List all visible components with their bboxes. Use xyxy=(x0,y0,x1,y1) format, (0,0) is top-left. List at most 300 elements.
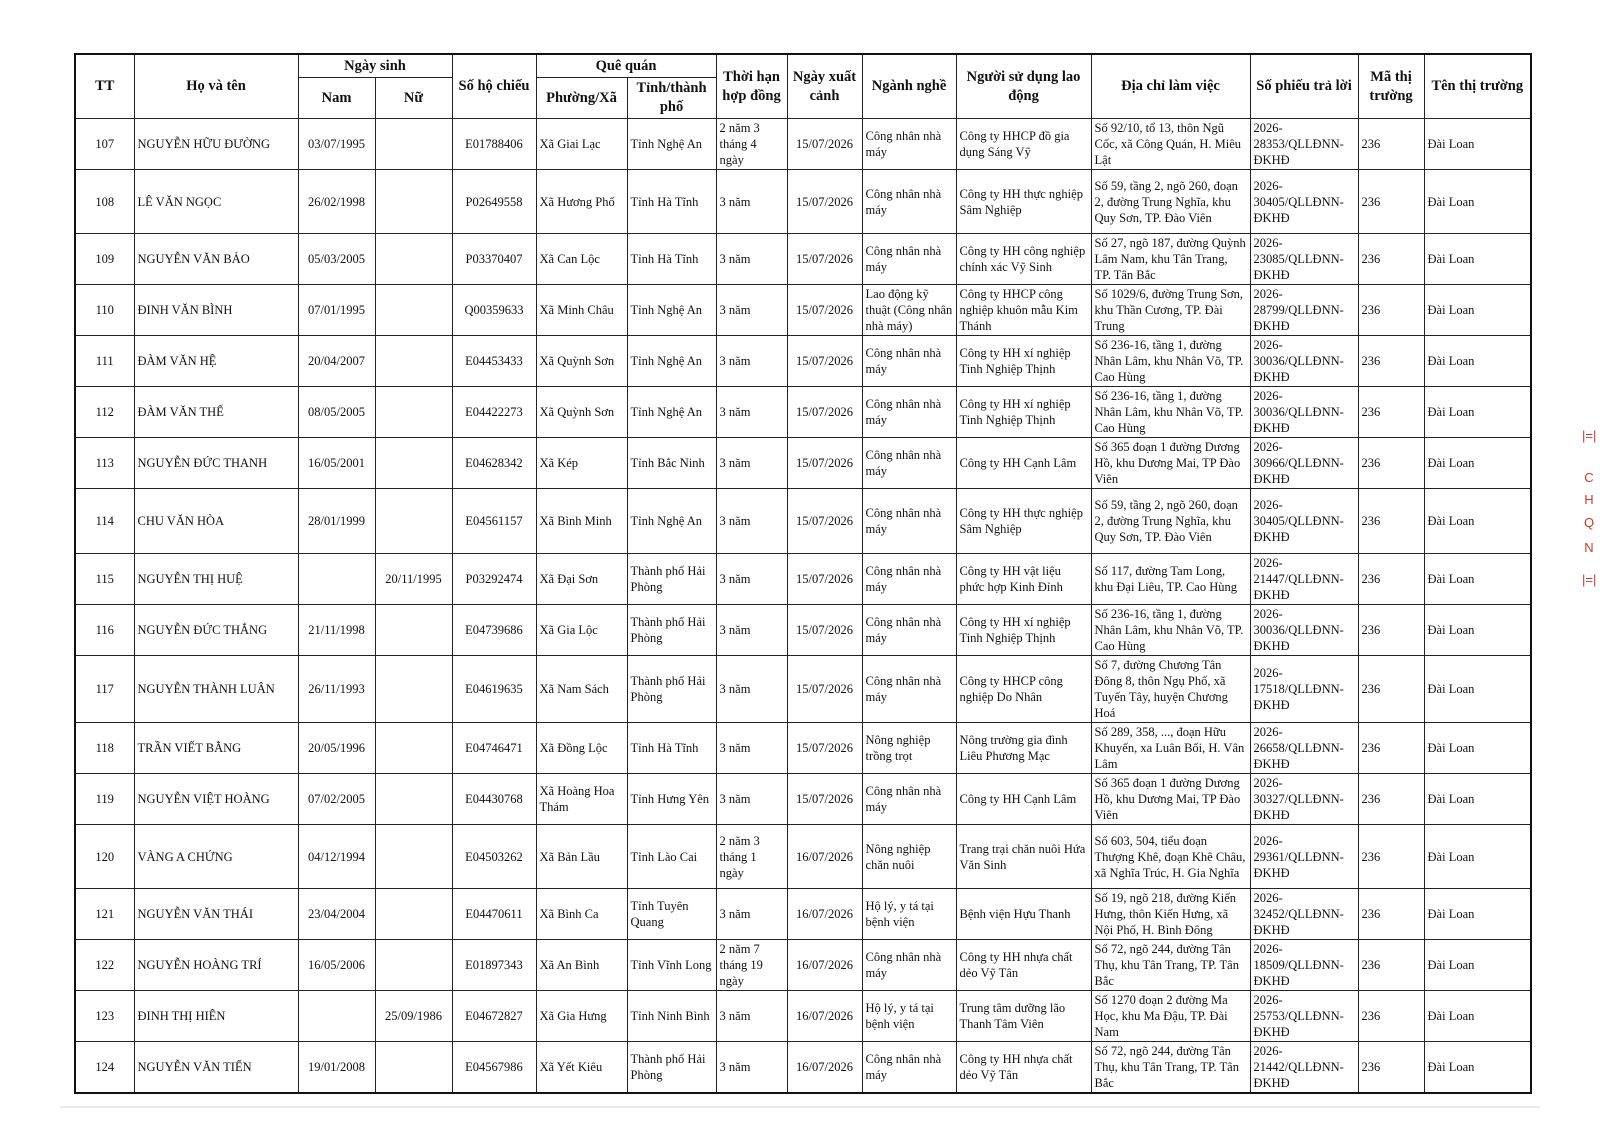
cell-ticket: 2026-30327/QLLĐNN-ĐKHĐ xyxy=(1250,774,1358,825)
table-row xyxy=(75,825,1531,889)
header-tt: TT xyxy=(75,54,134,119)
cell-address: Số 27, ngõ 187, đường Quỳnh Lâm Nam, khu Tân Trang, TP. Tân Bắc xyxy=(1091,234,1250,285)
table-header xyxy=(75,54,1531,119)
cell-market-code: 236 xyxy=(1358,438,1424,489)
cell-employer: Nông trường gia đình Liêu Phương Mạc xyxy=(956,723,1091,774)
cell-province: Tỉnh Nghệ An xyxy=(627,336,716,387)
cell-passport: E04561157 xyxy=(452,489,536,554)
cell-job: Công nhân nhà máy xyxy=(862,336,956,387)
cell-ticket: 2026-30036/QLLĐNN-ĐKHĐ xyxy=(1250,336,1358,387)
cell-passport: E04567986 xyxy=(452,1042,536,1094)
table-row xyxy=(75,489,1531,554)
cell-passport: E04619635 xyxy=(452,656,536,723)
cell-job: Công nhân nhà máy xyxy=(862,1042,956,1094)
cell-passport: E04430768 xyxy=(452,774,536,825)
cell-ticket: 2026-30036/QLLĐNN-ĐKHĐ xyxy=(1250,605,1358,656)
cell-passport: E04672827 xyxy=(452,991,536,1042)
cell-province: Thành phố Hải Phòng xyxy=(627,1042,716,1094)
cell-name: CHU VĂN HÒA xyxy=(134,489,298,554)
cell-term: 3 năm xyxy=(716,285,787,336)
side-mark: H xyxy=(1584,492,1594,507)
side-mark: |=| xyxy=(1582,428,1597,443)
cell-ward: Xã Minh Châu xyxy=(536,285,627,336)
cell-market-name: Đài Loan xyxy=(1424,940,1531,991)
cell-address: Số 72, ngõ 244, đường Tân Thụ, khu Tân Trang, TP. Tân Bắc xyxy=(1091,940,1250,991)
cell-name: NGUYỄN VĂN BẢO xyxy=(134,234,298,285)
cell-address: Số 92/10, tổ 13, thôn Ngũ Cốc, xã Công Quán, H. Miêu Lật xyxy=(1091,119,1250,170)
cell-passport: E04453433 xyxy=(452,336,536,387)
cell-employer: Công ty HH xí nghiệp Tinh Nghiệp Thịnh xyxy=(956,605,1091,656)
cell-address: Số 365 đoạn 1 đường Dương Hồ, khu Dương Mai, TP Đào Viên xyxy=(1091,774,1250,825)
cell-job: Công nhân nhà máy xyxy=(862,489,956,554)
cell-name: ĐINH THỊ HIÊN xyxy=(134,991,298,1042)
cell-market-name: Đài Loan xyxy=(1424,991,1531,1042)
cell-name: NGUYỄN ĐỨC THANH xyxy=(134,438,298,489)
cell-term: 3 năm xyxy=(716,489,787,554)
cell-ward: Xã Gia Lộc xyxy=(536,605,627,656)
table-row xyxy=(75,336,1531,387)
cell-market-name: Đài Loan xyxy=(1424,119,1531,170)
cell-ticket: 2026-17518/QLLĐNN-ĐKHĐ xyxy=(1250,656,1358,723)
cell-term: 3 năm xyxy=(716,723,787,774)
cell-job: Công nhân nhà máy xyxy=(862,119,956,170)
cell-male: 20/04/2007 xyxy=(298,336,375,387)
cell-address: Số 236-16, tầng 1, đường Nhân Lâm, khu Nhân Võ, TP. Cao Hùng xyxy=(1091,336,1250,387)
cell-employer: Công ty HH Cạnh Lâm xyxy=(956,774,1091,825)
cell-passport: Q00359633 xyxy=(452,285,536,336)
header-female: Nữ xyxy=(375,78,452,119)
cell-name: VÀNG A CHỨNG xyxy=(134,825,298,889)
cell-job: Công nhân nhà máy xyxy=(862,774,956,825)
cell-tt: 120 xyxy=(75,825,134,889)
cell-ticket: 2026-28799/QLLĐNN-ĐKHĐ xyxy=(1250,285,1358,336)
cell-address: Số 365 đoạn 1 đường Dương Hồ, khu Dương Mai, TP Đào Viên xyxy=(1091,438,1250,489)
cell-province: Tỉnh Nghệ An xyxy=(627,119,716,170)
cell-market-name: Đài Loan xyxy=(1424,285,1531,336)
side-mark: Q xyxy=(1583,515,1595,530)
table-row xyxy=(75,1042,1531,1094)
cell-passport: E04422273 xyxy=(452,387,536,438)
cell-tt: 116 xyxy=(75,605,134,656)
header-employer: Người sử dụng lao động xyxy=(956,54,1091,119)
cell-market-name: Đài Loan xyxy=(1424,1042,1531,1094)
cell-male: 16/05/2001 xyxy=(298,438,375,489)
cell-address: Số 236-16, tầng 1, đường Nhân Lâm, khu Nhân Võ, TP. Cao Hùng xyxy=(1091,605,1250,656)
cell-employer: Bệnh viện Hựu Thanh xyxy=(956,889,1091,940)
cell-term: 3 năm xyxy=(716,1042,787,1094)
cell-male: 28/01/1999 xyxy=(298,489,375,554)
cell-tt: 121 xyxy=(75,889,134,940)
table-row xyxy=(75,889,1531,940)
cell-market-code: 236 xyxy=(1358,489,1424,554)
cell-female xyxy=(375,336,452,387)
cell-employer: Công ty HH Cạnh Lâm xyxy=(956,438,1091,489)
header-market-code: Mã thị trường xyxy=(1358,54,1424,119)
cell-market-code: 236 xyxy=(1358,656,1424,723)
cell-ward: Xã Quỳnh Sơn xyxy=(536,336,627,387)
cell-male: 03/07/1995 xyxy=(298,119,375,170)
cell-name: NGUYỄN HỮU ĐƯỜNG xyxy=(134,119,298,170)
cell-passport: E01897343 xyxy=(452,940,536,991)
cell-male: 04/12/1994 xyxy=(298,825,375,889)
cell-female: 20/11/1995 xyxy=(375,554,452,605)
table-row xyxy=(75,554,1531,605)
table-row xyxy=(75,656,1531,723)
cell-employer: Công ty HH công nghiệp chính xác Vỹ Sinh xyxy=(956,234,1091,285)
cell-job: Lao động kỹ thuật (Công nhân nhà máy) xyxy=(862,285,956,336)
cell-market-code: 236 xyxy=(1358,387,1424,438)
page-bottom-edge xyxy=(60,1106,1540,1108)
cell-ticket: 2026-26658/QLLĐNN-ĐKHĐ xyxy=(1250,723,1358,774)
cell-male: 07/02/2005 xyxy=(298,774,375,825)
cell-market-code: 236 xyxy=(1358,119,1424,170)
header-hometown: Quê quán xyxy=(536,54,716,78)
cell-passport: E04470611 xyxy=(452,889,536,940)
cell-tt: 112 xyxy=(75,387,134,438)
cell-market-name: Đài Loan xyxy=(1424,438,1531,489)
cell-market-code: 236 xyxy=(1358,285,1424,336)
cell-tt: 115 xyxy=(75,554,134,605)
cell-market-name: Đài Loan xyxy=(1424,554,1531,605)
cell-province: Thành phố Hải Phòng xyxy=(627,554,716,605)
cell-name: TRẦN VIẾT BẰNG xyxy=(134,723,298,774)
cell-term: 2 năm 7 tháng 19 ngày xyxy=(716,940,787,991)
cell-ward: Xã Bản Lầu xyxy=(536,825,627,889)
table-row xyxy=(75,991,1531,1042)
cell-term: 3 năm xyxy=(716,438,787,489)
cell-ticket: 2026-21447/QLLĐNN-ĐKHĐ xyxy=(1250,554,1358,605)
cell-male: 07/01/1995 xyxy=(298,285,375,336)
cell-male: 20/05/1996 xyxy=(298,723,375,774)
cell-term: 3 năm xyxy=(716,554,787,605)
table-row xyxy=(75,119,1531,170)
cell-ticket: 2026-32452/QLLĐNN-ĐKHĐ xyxy=(1250,889,1358,940)
cell-province: Tỉnh Nghệ An xyxy=(627,489,716,554)
cell-exit-date: 15/07/2026 xyxy=(787,285,862,336)
cell-male: 08/05/2005 xyxy=(298,387,375,438)
cell-ticket: 2026-21442/QLLĐNN-ĐKHĐ xyxy=(1250,1042,1358,1094)
cell-tt: 111 xyxy=(75,336,134,387)
cell-term: 3 năm xyxy=(716,774,787,825)
cell-province: Tỉnh Nghệ An xyxy=(627,387,716,438)
cell-exit-date: 16/07/2026 xyxy=(787,940,862,991)
cell-name: LÊ VĂN NGỌC xyxy=(134,170,298,234)
cell-ward: Xã Đại Sơn xyxy=(536,554,627,605)
cell-employer: Công ty HH xí nghiệp Tinh Nghiệp Thịnh xyxy=(956,336,1091,387)
header-address: Địa chỉ làm việc xyxy=(1091,54,1250,119)
cell-ward: Xã Đồng Lộc xyxy=(536,723,627,774)
cell-market-code: 236 xyxy=(1358,940,1424,991)
cell-female xyxy=(375,489,452,554)
cell-market-code: 236 xyxy=(1358,170,1424,234)
cell-name: ĐINH VĂN BÌNH xyxy=(134,285,298,336)
cell-market-code: 236 xyxy=(1358,605,1424,656)
cell-address: Số 1270 đoạn 2 đường Ma Học, khu Ma Đậu, TP. Đài Nam xyxy=(1091,991,1250,1042)
cell-name: ĐÀM VĂN HỆ xyxy=(134,336,298,387)
cell-male: 26/11/1993 xyxy=(298,656,375,723)
cell-term: 3 năm xyxy=(716,889,787,940)
cell-employer: Công ty HH thực nghiệp Sâm Nghiệp xyxy=(956,489,1091,554)
header-male: Nam xyxy=(298,78,375,119)
cell-female xyxy=(375,723,452,774)
header-ticket: Số phiếu trả lời xyxy=(1250,54,1358,119)
cell-market-name: Đài Loan xyxy=(1424,889,1531,940)
cell-market-name: Đài Loan xyxy=(1424,387,1531,438)
cell-employer: Công ty HH xí nghiệp Tinh Nghiệp Thịnh xyxy=(956,387,1091,438)
header-job: Ngành nghề xyxy=(862,54,956,119)
cell-job: Công nhân nhà máy xyxy=(862,940,956,991)
cell-ticket: 2026-18509/QLLĐNN-ĐKHĐ xyxy=(1250,940,1358,991)
side-mark: N xyxy=(1584,540,1594,555)
cell-male xyxy=(298,991,375,1042)
header-ward: Phường/Xã xyxy=(536,78,627,119)
cell-address: Số 59, tầng 2, ngõ 260, đoạn 2, đường Trung Nghĩa, khu Quy Sơn, TP. Đào Viên xyxy=(1091,489,1250,554)
cell-term: 3 năm xyxy=(716,991,787,1042)
table-row xyxy=(75,170,1531,234)
cell-tt: 123 xyxy=(75,991,134,1042)
cell-female xyxy=(375,774,452,825)
cell-exit-date: 16/07/2026 xyxy=(787,825,862,889)
cell-employer: Công ty HHCP công nghiệp khuôn mẫu Kim Thánh xyxy=(956,285,1091,336)
table-row xyxy=(75,438,1531,489)
cell-term: 2 năm 3 tháng 1 ngày xyxy=(716,825,787,889)
cell-exit-date: 15/07/2026 xyxy=(787,656,862,723)
table-row xyxy=(75,234,1531,285)
cell-market-code: 236 xyxy=(1358,554,1424,605)
table-row xyxy=(75,387,1531,438)
cell-ticket: 2026-30036/QLLĐNN-ĐKHĐ xyxy=(1250,387,1358,438)
cell-employer: Công ty HH thực nghiệp Sâm Nghiệp xyxy=(956,170,1091,234)
cell-market-name: Đài Loan xyxy=(1424,723,1531,774)
cell-name: NGUYỄN THÀNH LUÂN xyxy=(134,656,298,723)
cell-ticket: 2026-30405/QLLĐNN-ĐKHĐ xyxy=(1250,489,1358,554)
cell-male: 16/05/2006 xyxy=(298,940,375,991)
cell-term: 3 năm xyxy=(716,336,787,387)
cell-market-name: Đài Loan xyxy=(1424,234,1531,285)
cell-address: Số 19, ngõ 218, đường Kiến Hưng, thôn Kiến Hưng, xã Nội Phố, H. Bình Đông xyxy=(1091,889,1250,940)
cell-tt: 117 xyxy=(75,656,134,723)
cell-male: 26/02/1998 xyxy=(298,170,375,234)
header-market-name: Tên thị trường xyxy=(1424,54,1531,119)
cell-job: Công nhân nhà máy xyxy=(862,170,956,234)
header-passport: Số hộ chiếu xyxy=(452,54,536,119)
worker-table xyxy=(74,53,1532,1094)
cell-tt: 119 xyxy=(75,774,134,825)
cell-market-name: Đài Loan xyxy=(1424,336,1531,387)
cell-exit-date: 15/07/2026 xyxy=(787,438,862,489)
cell-ticket: 2026-30405/QLLĐNN-ĐKHĐ xyxy=(1250,170,1358,234)
cell-ward: Xã Quỳnh Sơn xyxy=(536,387,627,438)
cell-male: 19/01/2008 xyxy=(298,1042,375,1094)
cell-female xyxy=(375,234,452,285)
cell-exit-date: 15/07/2026 xyxy=(787,489,862,554)
cell-exit-date: 16/07/2026 xyxy=(787,991,862,1042)
cell-exit-date: 15/07/2026 xyxy=(787,723,862,774)
cell-address: Số 72, ngõ 244, đường Tân Thụ, khu Tân Trang, TP. Tân Bắc xyxy=(1091,1042,1250,1094)
cell-exit-date: 15/07/2026 xyxy=(787,119,862,170)
cell-name: NGUYỄN VIỆT HOÀNG xyxy=(134,774,298,825)
cell-name: NGUYỄN HOÀNG TRÍ xyxy=(134,940,298,991)
cell-tt: 113 xyxy=(75,438,134,489)
table-row xyxy=(75,605,1531,656)
header-dob: Ngày sinh xyxy=(298,54,452,78)
table-row xyxy=(75,285,1531,336)
cell-province: Tỉnh Tuyên Quang xyxy=(627,889,716,940)
cell-female xyxy=(375,438,452,489)
cell-job: Hộ lý, y tá tại bệnh viện xyxy=(862,889,956,940)
cell-tt: 122 xyxy=(75,940,134,991)
cell-job: Nông nghiệp chăn nuôi xyxy=(862,825,956,889)
side-mark: |=| xyxy=(1582,572,1597,587)
cell-address: Số 7, đường Chương Tân Đông 8, thôn Ngụ Phố, xã Tuyến Tây, huyện Chương Hoá xyxy=(1091,656,1250,723)
cell-province: Tỉnh Lào Cai xyxy=(627,825,716,889)
cell-female xyxy=(375,825,452,889)
cell-market-code: 236 xyxy=(1358,336,1424,387)
table-body xyxy=(75,119,1531,1094)
cell-market-code: 236 xyxy=(1358,774,1424,825)
cell-address: Số 1029/6, đường Trung Sơn, khu Thần Cương, TP. Đài Trung xyxy=(1091,285,1250,336)
cell-male: 23/04/2004 xyxy=(298,889,375,940)
cell-term: 2 năm 3 tháng 4 ngày xyxy=(716,119,787,170)
cell-female xyxy=(375,387,452,438)
cell-exit-date: 15/07/2026 xyxy=(787,774,862,825)
cell-address: Số 236-16, tầng 1, đường Nhân Lâm, khu Nhân Võ, TP. Cao Hùng xyxy=(1091,387,1250,438)
cell-province: Thành phố Hải Phòng xyxy=(627,605,716,656)
table-row xyxy=(75,723,1531,774)
cell-name: NGUYỄN THỊ HUỆ xyxy=(134,554,298,605)
cell-market-code: 236 xyxy=(1358,825,1424,889)
cell-ward: Xã Nam Sách xyxy=(536,656,627,723)
cell-male: 05/03/2005 xyxy=(298,234,375,285)
cell-employer: Trung tâm dưỡng lão Thanh Tâm Viên xyxy=(956,991,1091,1042)
cell-province: Tỉnh Hà Tĩnh xyxy=(627,170,716,234)
cell-name: NGUYỄN ĐỨC THẮNG xyxy=(134,605,298,656)
cell-province: Tỉnh Nghệ An xyxy=(627,285,716,336)
cell-name: ĐÀM VĂN THẾ xyxy=(134,387,298,438)
cell-employer: Công ty HH vật liệu phức hợp Kinh Đỉnh xyxy=(956,554,1091,605)
table-row xyxy=(75,940,1531,991)
cell-market-name: Đài Loan xyxy=(1424,489,1531,554)
cell-tt: 107 xyxy=(75,119,134,170)
cell-market-code: 236 xyxy=(1358,1042,1424,1094)
cell-address: Số 117, đường Tam Long, khu Đại Liêu, TP. Cao Hùng xyxy=(1091,554,1250,605)
cell-exit-date: 15/07/2026 xyxy=(787,554,862,605)
cell-female xyxy=(375,605,452,656)
side-mark: C xyxy=(1584,470,1594,485)
cell-market-name: Đài Loan xyxy=(1424,825,1531,889)
cell-passport: P03370407 xyxy=(452,234,536,285)
cell-market-code: 236 xyxy=(1358,889,1424,940)
cell-job: Công nhân nhà máy xyxy=(862,554,956,605)
cell-term: 3 năm xyxy=(716,387,787,438)
cell-ward: Xã Kép xyxy=(536,438,627,489)
cell-address: Số 289, 358, ..., đoạn Hữu Khuyến, xa Luân Bối, H. Vân Lâm xyxy=(1091,723,1250,774)
cell-female: 25/09/1986 xyxy=(375,991,452,1042)
cell-job: Công nhân nhà máy xyxy=(862,387,956,438)
cell-ticket: 2026-25753/QLLĐNN-ĐKHĐ xyxy=(1250,991,1358,1042)
cell-province: Tỉnh Bắc Ninh xyxy=(627,438,716,489)
cell-ward: Xã Can Lộc xyxy=(536,234,627,285)
cell-ticket: 2026-23085/QLLĐNN-ĐKHĐ xyxy=(1250,234,1358,285)
cell-employer: Công ty HH nhựa chất dẻo Vỹ Tân xyxy=(956,1042,1091,1094)
cell-market-name: Đài Loan xyxy=(1424,774,1531,825)
cell-ticket: 2026-29361/QLLĐNN-ĐKHĐ xyxy=(1250,825,1358,889)
header-name: Họ và tên xyxy=(134,54,298,119)
cell-exit-date: 15/07/2026 xyxy=(787,605,862,656)
cell-market-code: 236 xyxy=(1358,234,1424,285)
cell-female xyxy=(375,119,452,170)
cell-tt: 118 xyxy=(75,723,134,774)
cell-market-code: 236 xyxy=(1358,991,1424,1042)
cell-market-name: Đài Loan xyxy=(1424,170,1531,234)
cell-ward: Xã Giai Lạc xyxy=(536,119,627,170)
cell-employer: Công ty HH nhựa chất dẻo Vỹ Tân xyxy=(956,940,1091,991)
cell-passport: E04503262 xyxy=(452,825,536,889)
cell-ward: Xã Bình Ca xyxy=(536,889,627,940)
cell-exit-date: 15/07/2026 xyxy=(787,336,862,387)
cell-term: 3 năm xyxy=(716,656,787,723)
cell-male xyxy=(298,554,375,605)
header-exit-date: Ngày xuất cảnh xyxy=(787,54,862,119)
header-province: Tỉnh/thành phố xyxy=(627,78,716,119)
cell-province: Tỉnh Hà Tĩnh xyxy=(627,234,716,285)
cell-passport: E04739686 xyxy=(452,605,536,656)
cell-name: NGUYỄN VĂN THÁI xyxy=(134,889,298,940)
cell-tt: 110 xyxy=(75,285,134,336)
cell-job: Hộ lý, y tá tại bệnh viện xyxy=(862,991,956,1042)
cell-address: Số 59, tầng 2, ngõ 260, đoạn 2, đường Trung Nghĩa, khu Quy Sơn, TP. Đào Viên xyxy=(1091,170,1250,234)
cell-tt: 109 xyxy=(75,234,134,285)
cell-ward: Xã Gia Hưng xyxy=(536,991,627,1042)
cell-female xyxy=(375,170,452,234)
cell-province: Tỉnh Ninh Bình xyxy=(627,991,716,1042)
cell-ticket: 2026-28353/QLLĐNN-ĐKHĐ xyxy=(1250,119,1358,170)
cell-province: Tỉnh Vĩnh Long xyxy=(627,940,716,991)
cell-female xyxy=(375,285,452,336)
cell-ward: Xã Yết Kiêu xyxy=(536,1042,627,1094)
cell-ward: Xã Hoàng Hoa Thám xyxy=(536,774,627,825)
cell-term: 3 năm xyxy=(716,170,787,234)
header-term: Thời hạn hợp đồng xyxy=(716,54,787,119)
cell-province: Thành phố Hải Phòng xyxy=(627,656,716,723)
cell-exit-date: 15/07/2026 xyxy=(787,170,862,234)
cell-exit-date: 15/07/2026 xyxy=(787,387,862,438)
cell-term: 3 năm xyxy=(716,234,787,285)
cell-exit-date: 15/07/2026 xyxy=(787,234,862,285)
cell-address: Số 603, 504, tiểu đoạn Thượng Khê, đoạn Khê Châu, xã Nghĩa Trúc, H. Gia Nghĩa xyxy=(1091,825,1250,889)
cell-name: NGUYỄN VĂN TIẾN xyxy=(134,1042,298,1094)
cell-job: Công nhân nhà máy xyxy=(862,656,956,723)
cell-market-code: 236 xyxy=(1358,723,1424,774)
cell-employer: Công ty HHCP đồ gia dụng Sáng Vỹ xyxy=(956,119,1091,170)
cell-tt: 114 xyxy=(75,489,134,554)
cell-employer: Trang trại chăn nuôi Hứa Văn Sinh xyxy=(956,825,1091,889)
cell-tt: 108 xyxy=(75,170,134,234)
cell-exit-date: 16/07/2026 xyxy=(787,1042,862,1094)
cell-ticket: 2026-30966/QLLĐNN-ĐKHĐ xyxy=(1250,438,1358,489)
cell-ward: Xã Bình Minh xyxy=(536,489,627,554)
cell-job: Công nhân nhà máy xyxy=(862,234,956,285)
cell-male: 21/11/1998 xyxy=(298,605,375,656)
cell-exit-date: 16/07/2026 xyxy=(787,889,862,940)
cell-province: Tỉnh Hưng Yên xyxy=(627,774,716,825)
cell-passport: P02649558 xyxy=(452,170,536,234)
table-row xyxy=(75,774,1531,825)
cell-passport: E04746471 xyxy=(452,723,536,774)
cell-female xyxy=(375,889,452,940)
cell-employer: Công ty HHCP công nghiệp Do Nhân xyxy=(956,656,1091,723)
cell-passport: E04628342 xyxy=(452,438,536,489)
